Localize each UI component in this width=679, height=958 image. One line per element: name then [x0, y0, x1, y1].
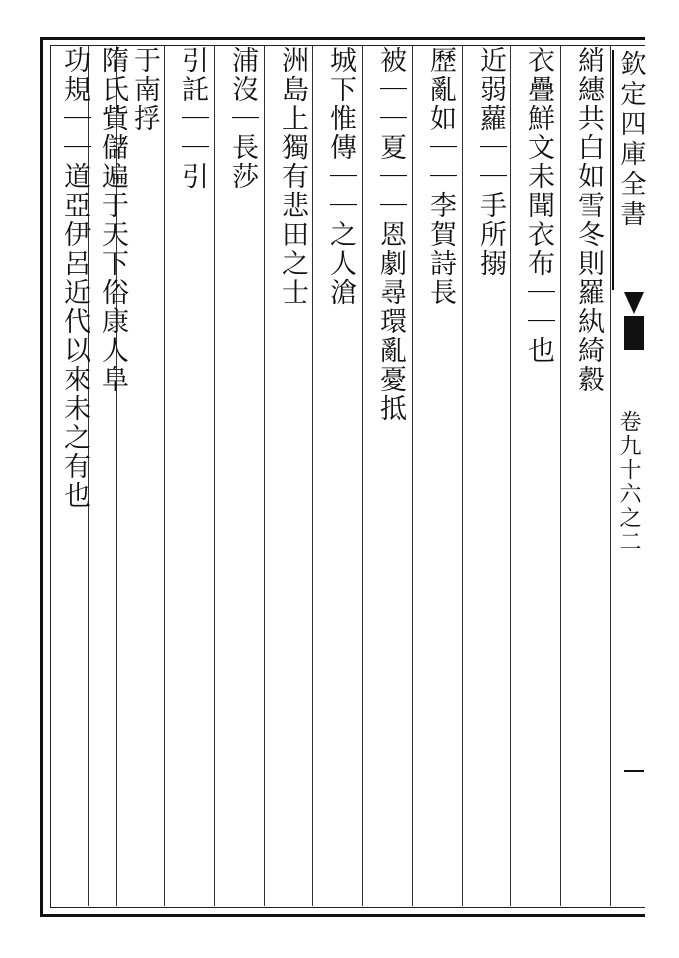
- column-rule: [264, 46, 265, 906]
- column-rule: [412, 46, 413, 906]
- text-column-11: 隋氏貲儲遍于天下俗康人阜: [97, 46, 128, 394]
- text-column-3: 近弱蘿｜｜手所搦: [475, 46, 506, 278]
- column-rule: [610, 46, 611, 906]
- text-column-6: 城下惟傳｜｜之人滄: [325, 46, 356, 307]
- fishtail-line: [624, 770, 644, 772]
- column-rule: [362, 46, 363, 906]
- text-column-12: 功規｜｜道亞伊呂近代以來未之有也: [59, 46, 90, 510]
- volume-label: 卷九十六之二: [616, 410, 641, 554]
- text-column-2: 衣疊鮮文未聞衣布｜｜也: [523, 46, 554, 365]
- text-column-5: 被｜｜夏｜｜恩劇尋環亂憂抵: [375, 46, 406, 423]
- fishtail-block: [624, 316, 644, 350]
- text-column-9: 引託｜｜引: [177, 46, 208, 191]
- column-rule: [312, 46, 313, 906]
- column-rule: [462, 46, 463, 906]
- column-rule: [560, 46, 561, 906]
- column-rule: [214, 46, 215, 906]
- text-column-8: 浦沒｜長莎: [227, 46, 258, 191]
- fishtail-mark: [624, 292, 644, 314]
- text-column-4: 歷亂如｜｜李賀詩長: [425, 46, 456, 307]
- column-rule: [510, 46, 511, 906]
- text-column-7: 洲島上獨有悲田之士: [277, 46, 308, 307]
- text-column-10: 于南捊: [129, 46, 160, 133]
- book-title: 欽定四庫全書: [612, 50, 647, 290]
- text-column-1: 綃繐共白如雪冬則羅紈綺縠: [573, 46, 604, 394]
- column-rule: [164, 46, 165, 906]
